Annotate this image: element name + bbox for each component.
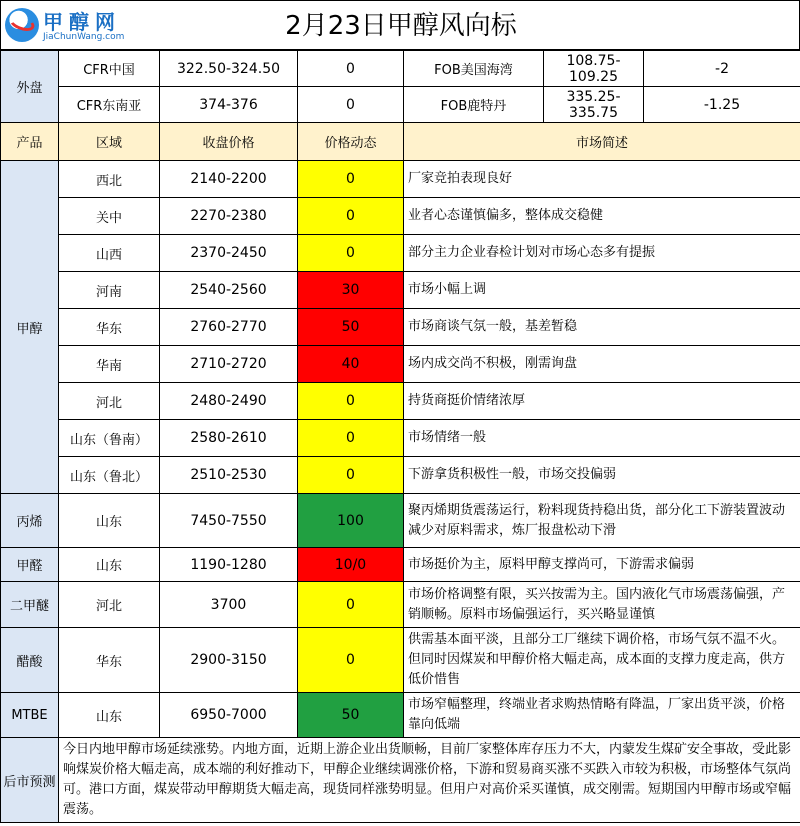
outer-right-change: -1.25 bbox=[644, 87, 800, 123]
price-change-cell: 50 bbox=[298, 309, 404, 346]
close-price-cell: 2370-2450 bbox=[160, 235, 298, 272]
outer-right-name: FOB美国海湾 bbox=[404, 51, 544, 87]
region-cell: 山东（鲁南） bbox=[59, 420, 160, 457]
price-change-cell: 0 bbox=[298, 198, 404, 235]
region-cell: 华东 bbox=[59, 309, 160, 346]
outer-left-change: 0 bbox=[298, 51, 404, 87]
col-close-price: 收盘价格 bbox=[160, 123, 298, 161]
price-change-cell: 0 bbox=[298, 628, 404, 693]
close-price-cell: 2480-2490 bbox=[160, 383, 298, 420]
close-price-cell: 2270-2380 bbox=[160, 198, 298, 235]
table-row bbox=[1, 309, 800, 346]
outer-row bbox=[1, 51, 800, 87]
outer-right-price: 108.75-109.25 bbox=[544, 51, 644, 87]
outer-left-name: CFR东南亚 bbox=[59, 87, 160, 123]
region-cell: 山西 bbox=[59, 235, 160, 272]
outer-right-name: FOB鹿特丹 bbox=[404, 87, 544, 123]
price-change-cell: 40 bbox=[298, 346, 404, 383]
region-cell: 华东 bbox=[59, 628, 160, 693]
price-change-cell: 0 bbox=[298, 582, 404, 628]
region-cell: 河南 bbox=[59, 272, 160, 309]
table-row bbox=[1, 548, 800, 582]
summary-cell: 市场情绪一般 bbox=[404, 420, 800, 457]
product-name: MTBE bbox=[1, 693, 59, 738]
summary-cell: 市场商谈气氛一般，基差暂稳 bbox=[404, 309, 800, 346]
price-change-cell: 0 bbox=[298, 420, 404, 457]
summary-cell: 业者心态谨慎偏多，整体成交稳健 bbox=[404, 198, 800, 235]
close-price-cell: 6950-7000 bbox=[160, 693, 298, 738]
price-change-cell: 30 bbox=[298, 272, 404, 309]
outer-left-name: CFR中国 bbox=[59, 51, 160, 87]
region-cell: 山东 bbox=[59, 548, 160, 582]
page-header bbox=[0, 0, 800, 50]
page-title: 2月23日甲醇风向标 bbox=[285, 11, 517, 41]
close-price-cell: 2580-2610 bbox=[160, 420, 298, 457]
close-price-cell: 2510-2530 bbox=[160, 457, 298, 494]
summary-cell: 下游拿货积极性一般，市场交投偏弱 bbox=[404, 457, 800, 494]
summary-cell: 部分主力企业春检计划对市场心态多有提振 bbox=[404, 235, 800, 272]
close-price-cell: 2540-2560 bbox=[160, 272, 298, 309]
table-row bbox=[1, 383, 800, 420]
outer-left-price: 322.50-324.50 bbox=[160, 51, 298, 87]
table-row bbox=[1, 346, 800, 383]
price-table bbox=[0, 50, 800, 823]
table-row bbox=[1, 457, 800, 494]
region-cell: 山东 bbox=[59, 494, 160, 548]
table-row bbox=[1, 628, 800, 693]
price-change-cell: 100 bbox=[298, 494, 404, 548]
region-cell: 华南 bbox=[59, 346, 160, 383]
close-price-cell: 3700 bbox=[160, 582, 298, 628]
forecast-row bbox=[1, 738, 800, 823]
price-change-cell: 0 bbox=[298, 235, 404, 272]
table-row bbox=[1, 693, 800, 738]
price-change-cell: 10/0 bbox=[298, 548, 404, 582]
table-row bbox=[1, 161, 800, 198]
product-name: 丙烯 bbox=[1, 494, 59, 548]
region-cell: 河北 bbox=[59, 383, 160, 420]
region-cell: 西北 bbox=[59, 161, 160, 198]
close-price-cell: 7450-7550 bbox=[160, 494, 298, 548]
summary-cell: 厂家竞拍表现良好 bbox=[404, 161, 800, 198]
product-name: 甲醛 bbox=[1, 548, 59, 582]
product-name: 二甲醚 bbox=[1, 582, 59, 628]
summary-cell: 场内成交尚不积极，刚需询盘 bbox=[404, 346, 800, 383]
forecast-text: 今日内地甲醇市场延续涨势。内地方面，近期上游企业出货顺畅，目前厂家整体库存压力不大，内蒙发生煤矿安全事故，受此影响煤炭价格大幅走高，成本端的利好推动下，甲醇企业继续调涨价格，下游和贸易商买涨不买跌入市较为积极，市场整体气氛尚可。港口方面，煤炭带动甲醇期货大幅走高，现货同样涨势明显。但用户对高价采买谨慎，成交刚需。短期国内甲醇市场或窄幅震荡。 bbox=[59, 738, 800, 823]
outer-right-change: -2 bbox=[644, 51, 800, 87]
price-change-cell: 0 bbox=[298, 161, 404, 198]
summary-cell: 持货商挺价情绪浓厚 bbox=[404, 383, 800, 420]
close-price-cell: 2710-2720 bbox=[160, 346, 298, 383]
summary-cell: 聚丙烯期货震荡运行，粉料现货持稳出货，部分化工下游装置波动减少对原料需求，炼厂报盘松动下滑 bbox=[404, 494, 800, 548]
outer-market-label: 外盘 bbox=[1, 51, 59, 123]
summary-cell: 市场小幅上调 bbox=[404, 272, 800, 309]
forecast-label: 后市预测 bbox=[1, 738, 59, 823]
region-cell: 山东（鲁北） bbox=[59, 457, 160, 494]
col-product: 产品 bbox=[1, 123, 59, 161]
logo-text-cn: 甲醇网 bbox=[43, 10, 121, 34]
table-row bbox=[1, 235, 800, 272]
close-price-cell: 1190-1280 bbox=[160, 548, 298, 582]
col-region: 区域 bbox=[59, 123, 160, 161]
summary-cell: 市场窄幅整理，终端业者求购热情略有降温，厂家出货平淡，价格靠向低端 bbox=[404, 693, 800, 738]
col-change: 价格动态 bbox=[298, 123, 404, 161]
outer-row bbox=[1, 87, 800, 123]
table-row bbox=[1, 420, 800, 457]
product-name: 甲醇 bbox=[1, 161, 59, 494]
region-cell: 河北 bbox=[59, 582, 160, 628]
close-price-cell: 2900-3150 bbox=[160, 628, 298, 693]
outer-right-price: 335.25-335.75 bbox=[544, 87, 644, 123]
summary-cell: 供需基本面平淡，且部分工厂继续下调价格，市场气氛不温不火。但同时因煤炭和甲醇价格大幅走高，成本面的支撑力度走高，供方低价惜售 bbox=[404, 628, 800, 693]
product-rows bbox=[1, 161, 800, 738]
close-price-cell: 2140-2200 bbox=[160, 161, 298, 198]
product-name: 醋酸 bbox=[1, 628, 59, 693]
logo-text-en: JiaChunWang.com bbox=[43, 32, 125, 42]
region-cell: 关中 bbox=[59, 198, 160, 235]
outer-left-change: 0 bbox=[298, 87, 404, 123]
close-price-cell: 2760-2770 bbox=[160, 309, 298, 346]
table-row bbox=[1, 272, 800, 309]
table-row bbox=[1, 494, 800, 548]
price-change-cell: 50 bbox=[298, 693, 404, 738]
col-summary: 市场简述 bbox=[404, 123, 800, 161]
price-change-cell: 0 bbox=[298, 383, 404, 420]
region-cell: 山东 bbox=[59, 693, 160, 738]
summary-cell: 市场挺价为主，原料甲醇支撑尚可，下游需求偏弱 bbox=[404, 548, 800, 582]
price-change-cell: 0 bbox=[298, 457, 404, 494]
column-header-row bbox=[1, 123, 800, 161]
outer-left-price: 374-376 bbox=[160, 87, 298, 123]
table-row bbox=[1, 582, 800, 628]
summary-cell: 市场价格调整有限，买兴按需为主。国内液化气市场震荡偏强，产销顺畅。原料市场偏强运行，买兴略显谨慎 bbox=[404, 582, 800, 628]
table-row bbox=[1, 198, 800, 235]
